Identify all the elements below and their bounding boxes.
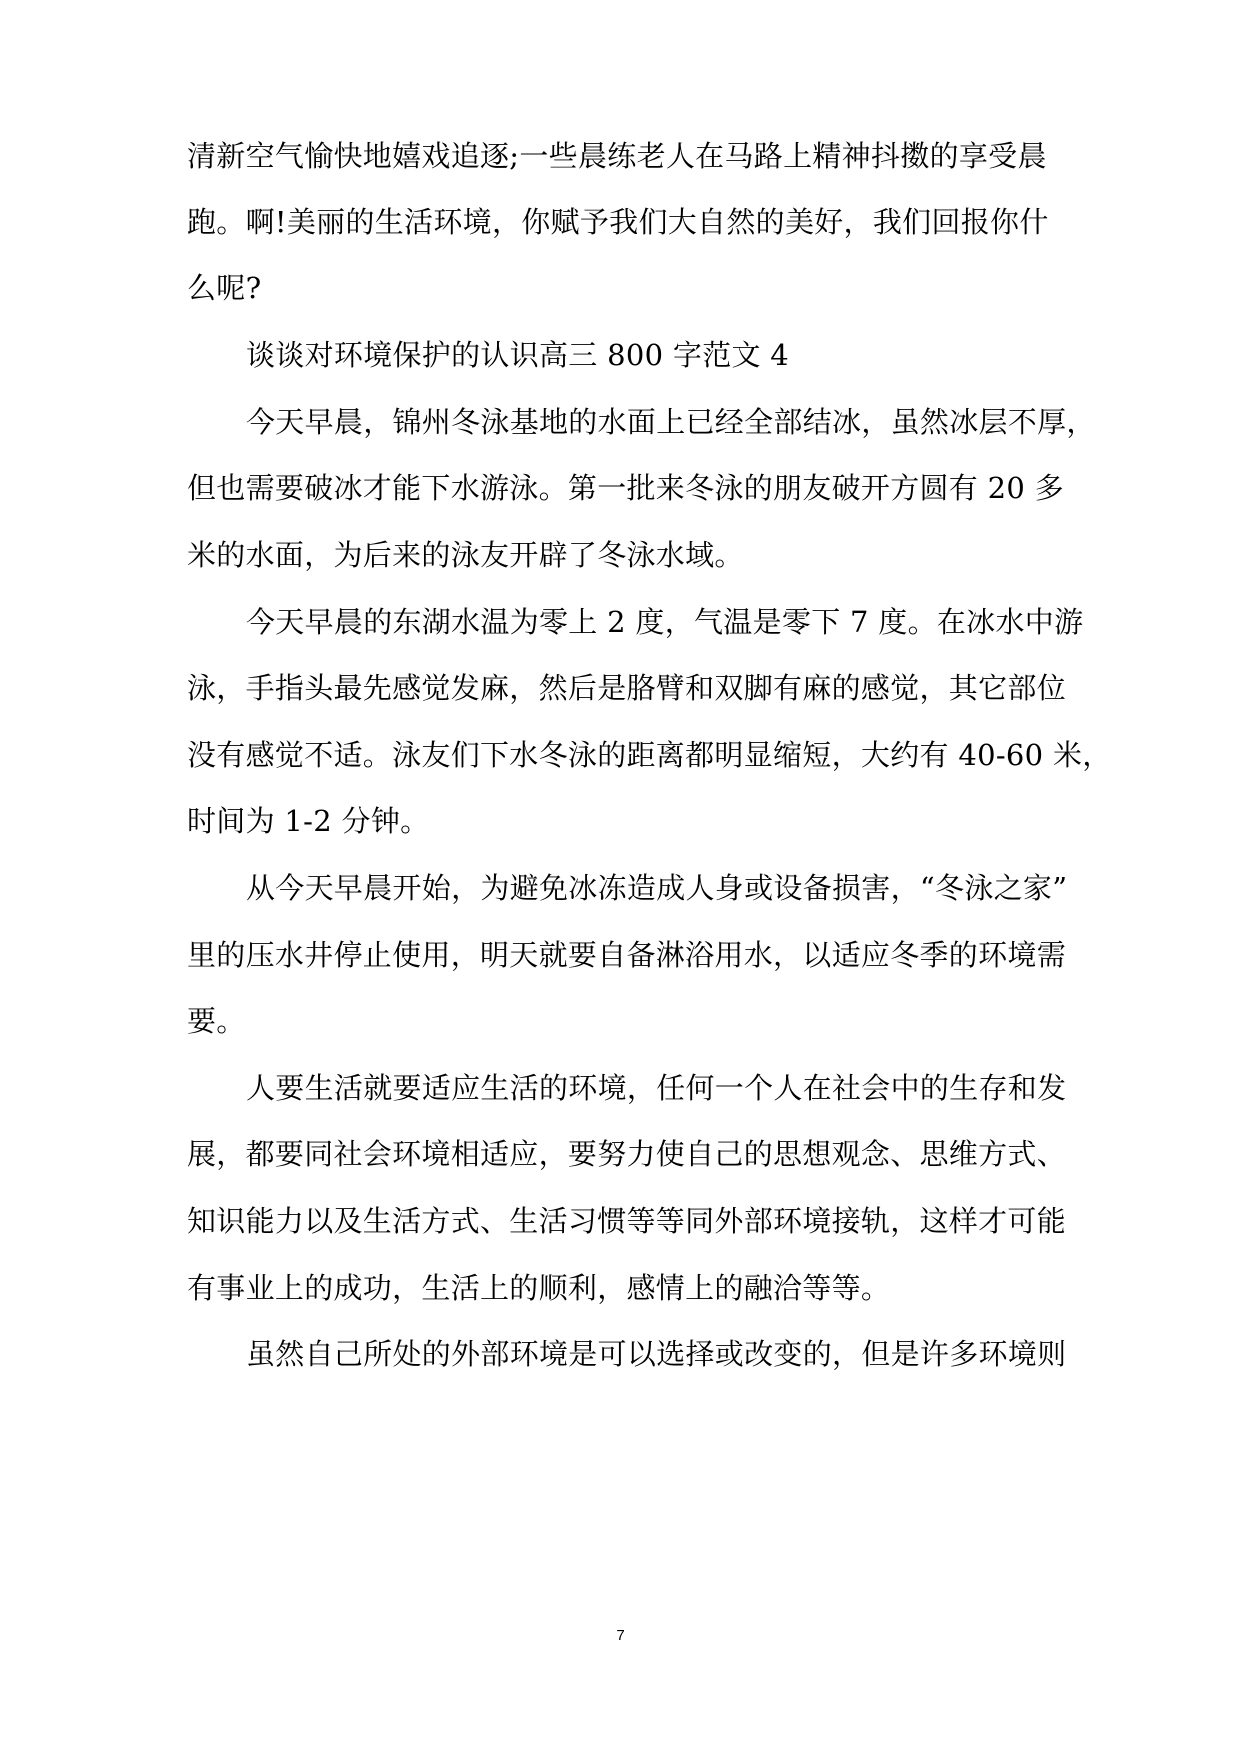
text-line-6: 但也需要破冰才能下水游泳。第一批来冬泳的朋友破开方圆有 20 多 [187, 471, 1064, 505]
text-line-18: 有事业上的成功，生活上的顺利，感情上的融洽等等。 [187, 1271, 891, 1305]
text-line-15: 人要生活就要适应生活的环境，任何一个人在社会中的生存和发 [246, 1071, 1067, 1105]
text-line-1: 清新空气愉快地嬉戏追逐;一些晨练老人在马路上精神抖擞的享受晨 [187, 139, 1047, 173]
text-line-2: 跑。啊!美丽的生活环境，你赋予我们大自然的美好，我们回报你什 [187, 205, 1049, 239]
text-line-9: 泳，手指头最先感觉发麻，然后是胳臂和双脚有麻的感觉，其它部位 [187, 671, 1067, 705]
text-line-7: 米的水面，为后来的泳友开辟了冬泳水域。 [187, 538, 744, 572]
text-line-13: 里的压水井停止使用，明天就要自备淋浴用水，以适应冬季的环境需 [187, 938, 1067, 972]
text-line-19: 虽然自己所处的外部环境是可以选择或改变的，但是许多环境则 [246, 1337, 1067, 1371]
text-line-12: 从今天早晨开始，为避免冰冻造成人身或设备损害，“冬泳之家” [246, 871, 1068, 905]
text-line-3: 么呢? [187, 271, 262, 305]
text-line-11: 时间为 1-2 分钟。 [187, 804, 430, 838]
text-line-8: 今天早晨的东湖水温为零上 2 度，气温是零下 7 度。在冰水中游 [246, 605, 1084, 639]
text-line-17: 知识能力以及生活方式、生活习惯等等同外部环境接轨，这样才可能 [187, 1204, 1067, 1238]
text-line-16: 展，都要同社会环境相适应，要努力使自己的思想观念、思维方式、 [187, 1137, 1067, 1171]
text-line-5: 今天早晨，锦州冬泳基地的水面上已经全部结冰，虽然冰层不厚， [246, 405, 1096, 439]
text-line-14: 要。 [187, 1004, 246, 1038]
text-line-10: 没有感觉不适。泳友们下水冬泳的距离都明显缩短，大约有 40-60 米， [187, 738, 1112, 772]
page-number: 7 [616, 1627, 625, 1644]
section-heading: 谈谈对环境保护的认识高三 800 字范文 4 [246, 338, 790, 372]
